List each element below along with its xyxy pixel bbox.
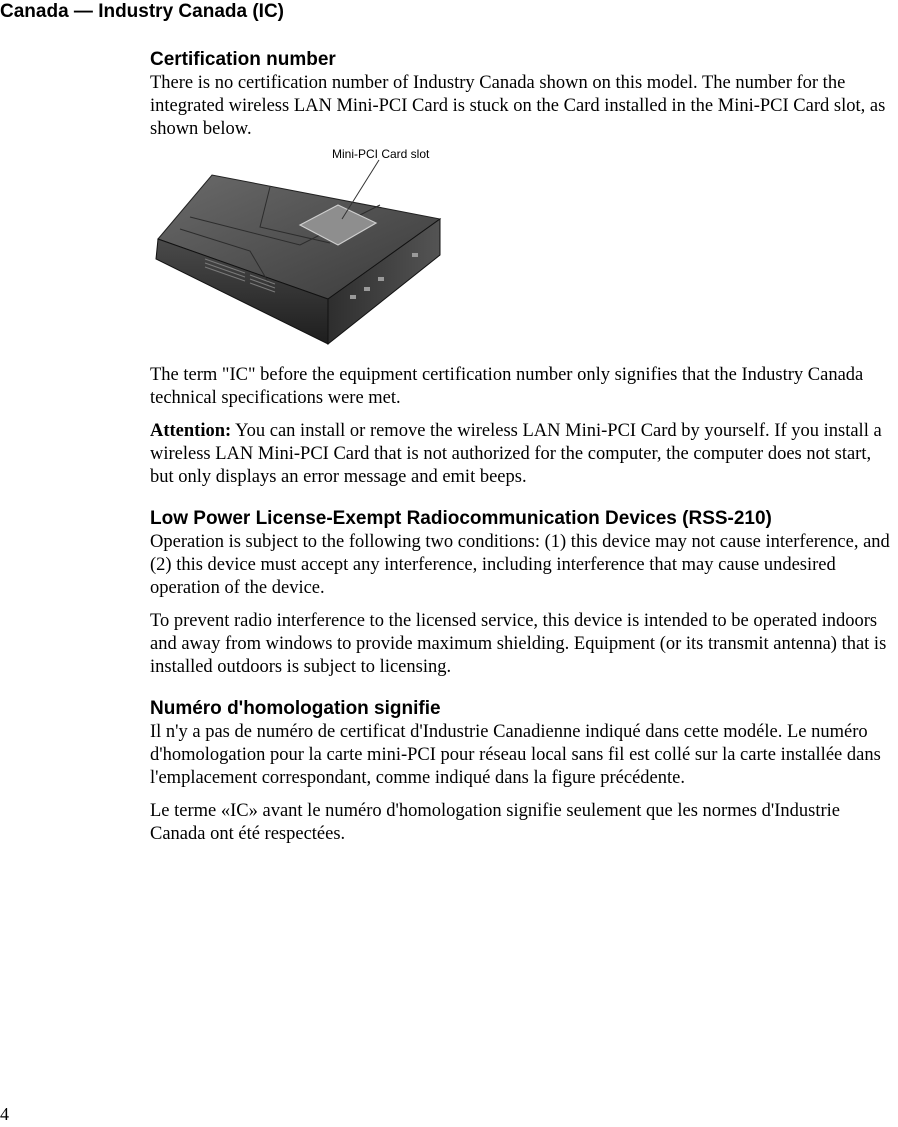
document-body bbox=[150, 48, 898, 846]
paragraph-attention bbox=[150, 420, 898, 489]
page-title: Canada — Industry Canada (IC) bbox=[0, 1, 284, 22]
attention-text: You can install or remove the wireless LAN Mini-PCI Card by yourself. If you install a wireless LAN Mini-PCI Card that is not authorized for the computer, the computer does not start, but only displays an error message and emit beeps. bbox=[150, 421, 882, 487]
laptop-underside-figure bbox=[150, 147, 450, 354]
page-number: 4 bbox=[0, 1104, 9, 1124]
paragraph-cert-intro: There is no certification number of Industry Canada shown on this model. The number for the integrated wireless LAN Mini-PCI Card is stuck on the Card installed in the Mini-PCI Card slot, as shown below. bbox=[150, 73, 886, 139]
paragraph-fr-intro: Il n'y a pas de numéro de certificat d'Industrie Canadienne indiqué dans cette modéle. Le numéro d'homologation pour la carte mini-PCI pour réseau local sans fil est collé sur la carte installée dans l'emplacement correspondant, comme indiqué dans la figure précédente. bbox=[150, 722, 881, 788]
attention-label: Attention: bbox=[150, 421, 232, 441]
heading-certification-number: Certification number bbox=[150, 49, 336, 70]
laptop-bottom-illustration bbox=[150, 147, 450, 354]
paragraph-fr-terme: Le terme «IC» avant le numéro d'homologation signifie seulement que les normes d'Industrie Canada ont été respectées. bbox=[150, 801, 840, 844]
figure-callout-label: Mini-PCI Card slot bbox=[332, 147, 430, 161]
heading-rss-210: Low Power License-Exempt Radiocommunication Devices (RSS-210) bbox=[150, 508, 772, 529]
paragraph-rss-indoors: To prevent radio interference to the licensed service, this device is intended to be operated indoors and away from windows to provide maximum shielding. Equipment (or its transmit antenna) that is installed outdoors is subject to licensing. bbox=[150, 611, 887, 677]
paragraph-ic-term: The term "IC" before the equipment certification number only signifies that the Industry Canada technical specifications were met. bbox=[150, 365, 864, 408]
paragraph-rss-conditions: Operation is subject to the following two conditions: (1) this device may not cause interference, and (2) this device must accept any interference, including interference that may cause undesired operation of the device. bbox=[150, 532, 890, 598]
heading-numero-homologation: Numéro d'homologation signifie bbox=[150, 698, 441, 719]
